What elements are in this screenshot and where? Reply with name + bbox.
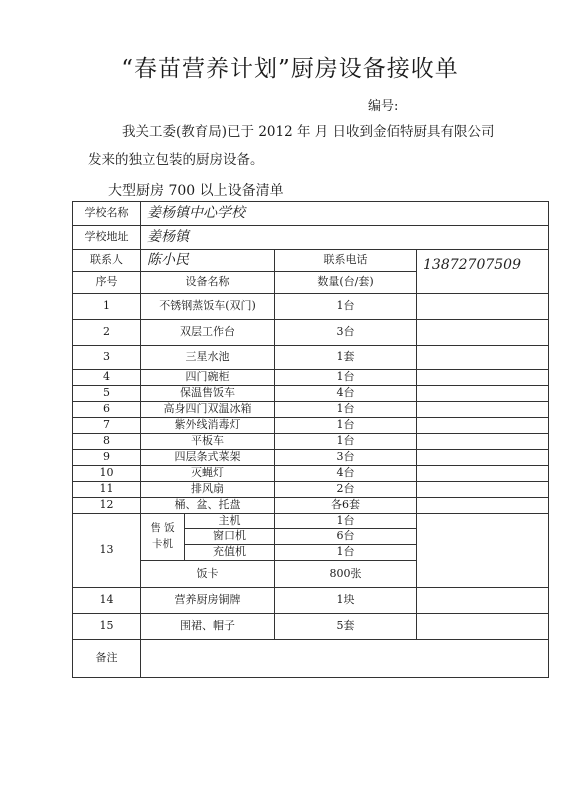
item-extra — [417, 434, 549, 450]
item-name: 围裙、帽子 — [141, 614, 275, 640]
item-extra — [417, 588, 549, 614]
item-extra — [417, 370, 549, 386]
table-row — [73, 346, 549, 370]
item-extra — [417, 614, 549, 640]
item-qty: 3台 — [275, 320, 417, 346]
school-name-value: 姜杨镇中心学校 — [141, 202, 549, 226]
item-extra — [417, 386, 549, 402]
item-name: 四层条式菜架 — [141, 450, 275, 466]
remarks-label: 备注 — [73, 640, 141, 678]
table-row — [73, 320, 549, 346]
table-row — [73, 294, 549, 320]
school-address-row — [73, 226, 549, 250]
phone-label: 联系电话 — [275, 250, 417, 272]
item-qty: 1台 — [275, 434, 417, 450]
item-no: 5 — [73, 386, 141, 402]
item-name: 紫外线消毒灯 — [141, 418, 275, 434]
item-extra — [417, 346, 549, 370]
table-row — [73, 482, 549, 498]
remarks-value — [141, 640, 549, 678]
school-address-label: 学校地址 — [73, 226, 141, 250]
item-qty: 1台 — [275, 545, 417, 561]
item-extra — [417, 294, 549, 320]
equipment-list-title: 大型厨房 700 以上设备清单 — [108, 183, 284, 199]
item-no: 4 — [73, 370, 141, 386]
item-name: 平板车 — [141, 434, 275, 450]
item-no: 15 — [73, 614, 141, 640]
item-name: 主机 — [185, 514, 275, 529]
table-row — [73, 386, 549, 402]
item-no: 13 — [73, 514, 141, 588]
contact-label: 联系人 — [73, 250, 141, 272]
item-extra — [417, 320, 549, 346]
item-qty: 1台 — [275, 370, 417, 386]
contact-row — [73, 250, 549, 272]
item-no: 14 — [73, 588, 141, 614]
serial-number-label: 编号: — [368, 99, 399, 114]
item-name: 营养厨房铜牌 — [141, 588, 275, 614]
item-name: 高身四门双温冰箱 — [141, 402, 275, 418]
item-extra — [417, 418, 549, 434]
item-qty: 3台 — [275, 450, 417, 466]
phone-value: 13872707509 — [417, 250, 549, 294]
table-row-13 — [73, 514, 549, 529]
table-row — [73, 498, 549, 514]
table-row — [73, 588, 549, 614]
equipment-table — [72, 201, 549, 678]
table-row — [73, 402, 549, 418]
item-name: 充值机 — [185, 545, 275, 561]
item-name: 不锈钢蒸饭车(双门) — [141, 294, 275, 320]
page-title: “春苗营养计划”厨房设备接收单 — [121, 56, 459, 82]
receipt-paragraph-line1: 我关工委(教育局)已于 2012 年 月 日收到金佰特厨具有限公司 — [122, 124, 495, 140]
item-qty: 6台 — [275, 529, 417, 545]
item-name: 窗口机 — [185, 529, 275, 545]
item-no: 10 — [73, 466, 141, 482]
item-qty: 5套 — [275, 614, 417, 640]
item-qty: 1套 — [275, 346, 417, 370]
item-no: 6 — [73, 402, 141, 418]
item-extra — [417, 498, 549, 514]
item-qty: 各6套 — [275, 498, 417, 514]
item-no: 2 — [73, 320, 141, 346]
school-address-value: 姜杨镇 — [141, 226, 549, 250]
item-no: 3 — [73, 346, 141, 370]
item-no: 12 — [73, 498, 141, 514]
item-extra — [417, 482, 549, 498]
item-extra — [417, 402, 549, 418]
table-row — [73, 370, 549, 386]
remarks-row — [73, 640, 549, 678]
item-qty: 1台 — [275, 294, 417, 320]
item-qty: 2台 — [275, 482, 417, 498]
item-name: 饭卡 — [141, 561, 275, 588]
header-no: 序号 — [73, 272, 141, 294]
item-no: 8 — [73, 434, 141, 450]
item-qty: 800张 — [275, 561, 417, 588]
header-name: 设备名称 — [141, 272, 275, 294]
item-name: 四门碗柜 — [141, 370, 275, 386]
item-name: 排风扇 — [141, 482, 275, 498]
item-qty: 1块 — [275, 588, 417, 614]
item-name: 桶、盆、托盘 — [141, 498, 275, 514]
item-extra — [417, 466, 549, 482]
item-no: 9 — [73, 450, 141, 466]
item-name: 灭蝇灯 — [141, 466, 275, 482]
item-name: 双层工作台 — [141, 320, 275, 346]
table-row — [73, 614, 549, 640]
item-qty: 1台 — [275, 514, 417, 529]
table-row — [73, 450, 549, 466]
item-qty: 1台 — [275, 402, 417, 418]
school-name-row — [73, 202, 549, 226]
receipt-paragraph-line2: 发来的独立包装的厨房设备。 — [88, 152, 264, 168]
header-qty: 数量(台/套) — [275, 272, 417, 294]
item-qty: 4台 — [275, 466, 417, 482]
school-name-label: 学校名称 — [73, 202, 141, 226]
item-name: 三星水池 — [141, 346, 275, 370]
item-extra — [417, 450, 549, 466]
item-qty: 1台 — [275, 418, 417, 434]
item-name: 保温售饭车 — [141, 386, 275, 402]
table-row — [73, 434, 549, 450]
item-qty: 4台 — [275, 386, 417, 402]
item13-group-label: 售 饭 卡机 — [141, 514, 185, 561]
contact-value: 陈小民 — [141, 250, 275, 272]
item-no: 11 — [73, 482, 141, 498]
item-no: 7 — [73, 418, 141, 434]
table-row — [73, 466, 549, 482]
table-row — [73, 418, 549, 434]
item-no: 1 — [73, 294, 141, 320]
item-extra — [417, 514, 549, 588]
